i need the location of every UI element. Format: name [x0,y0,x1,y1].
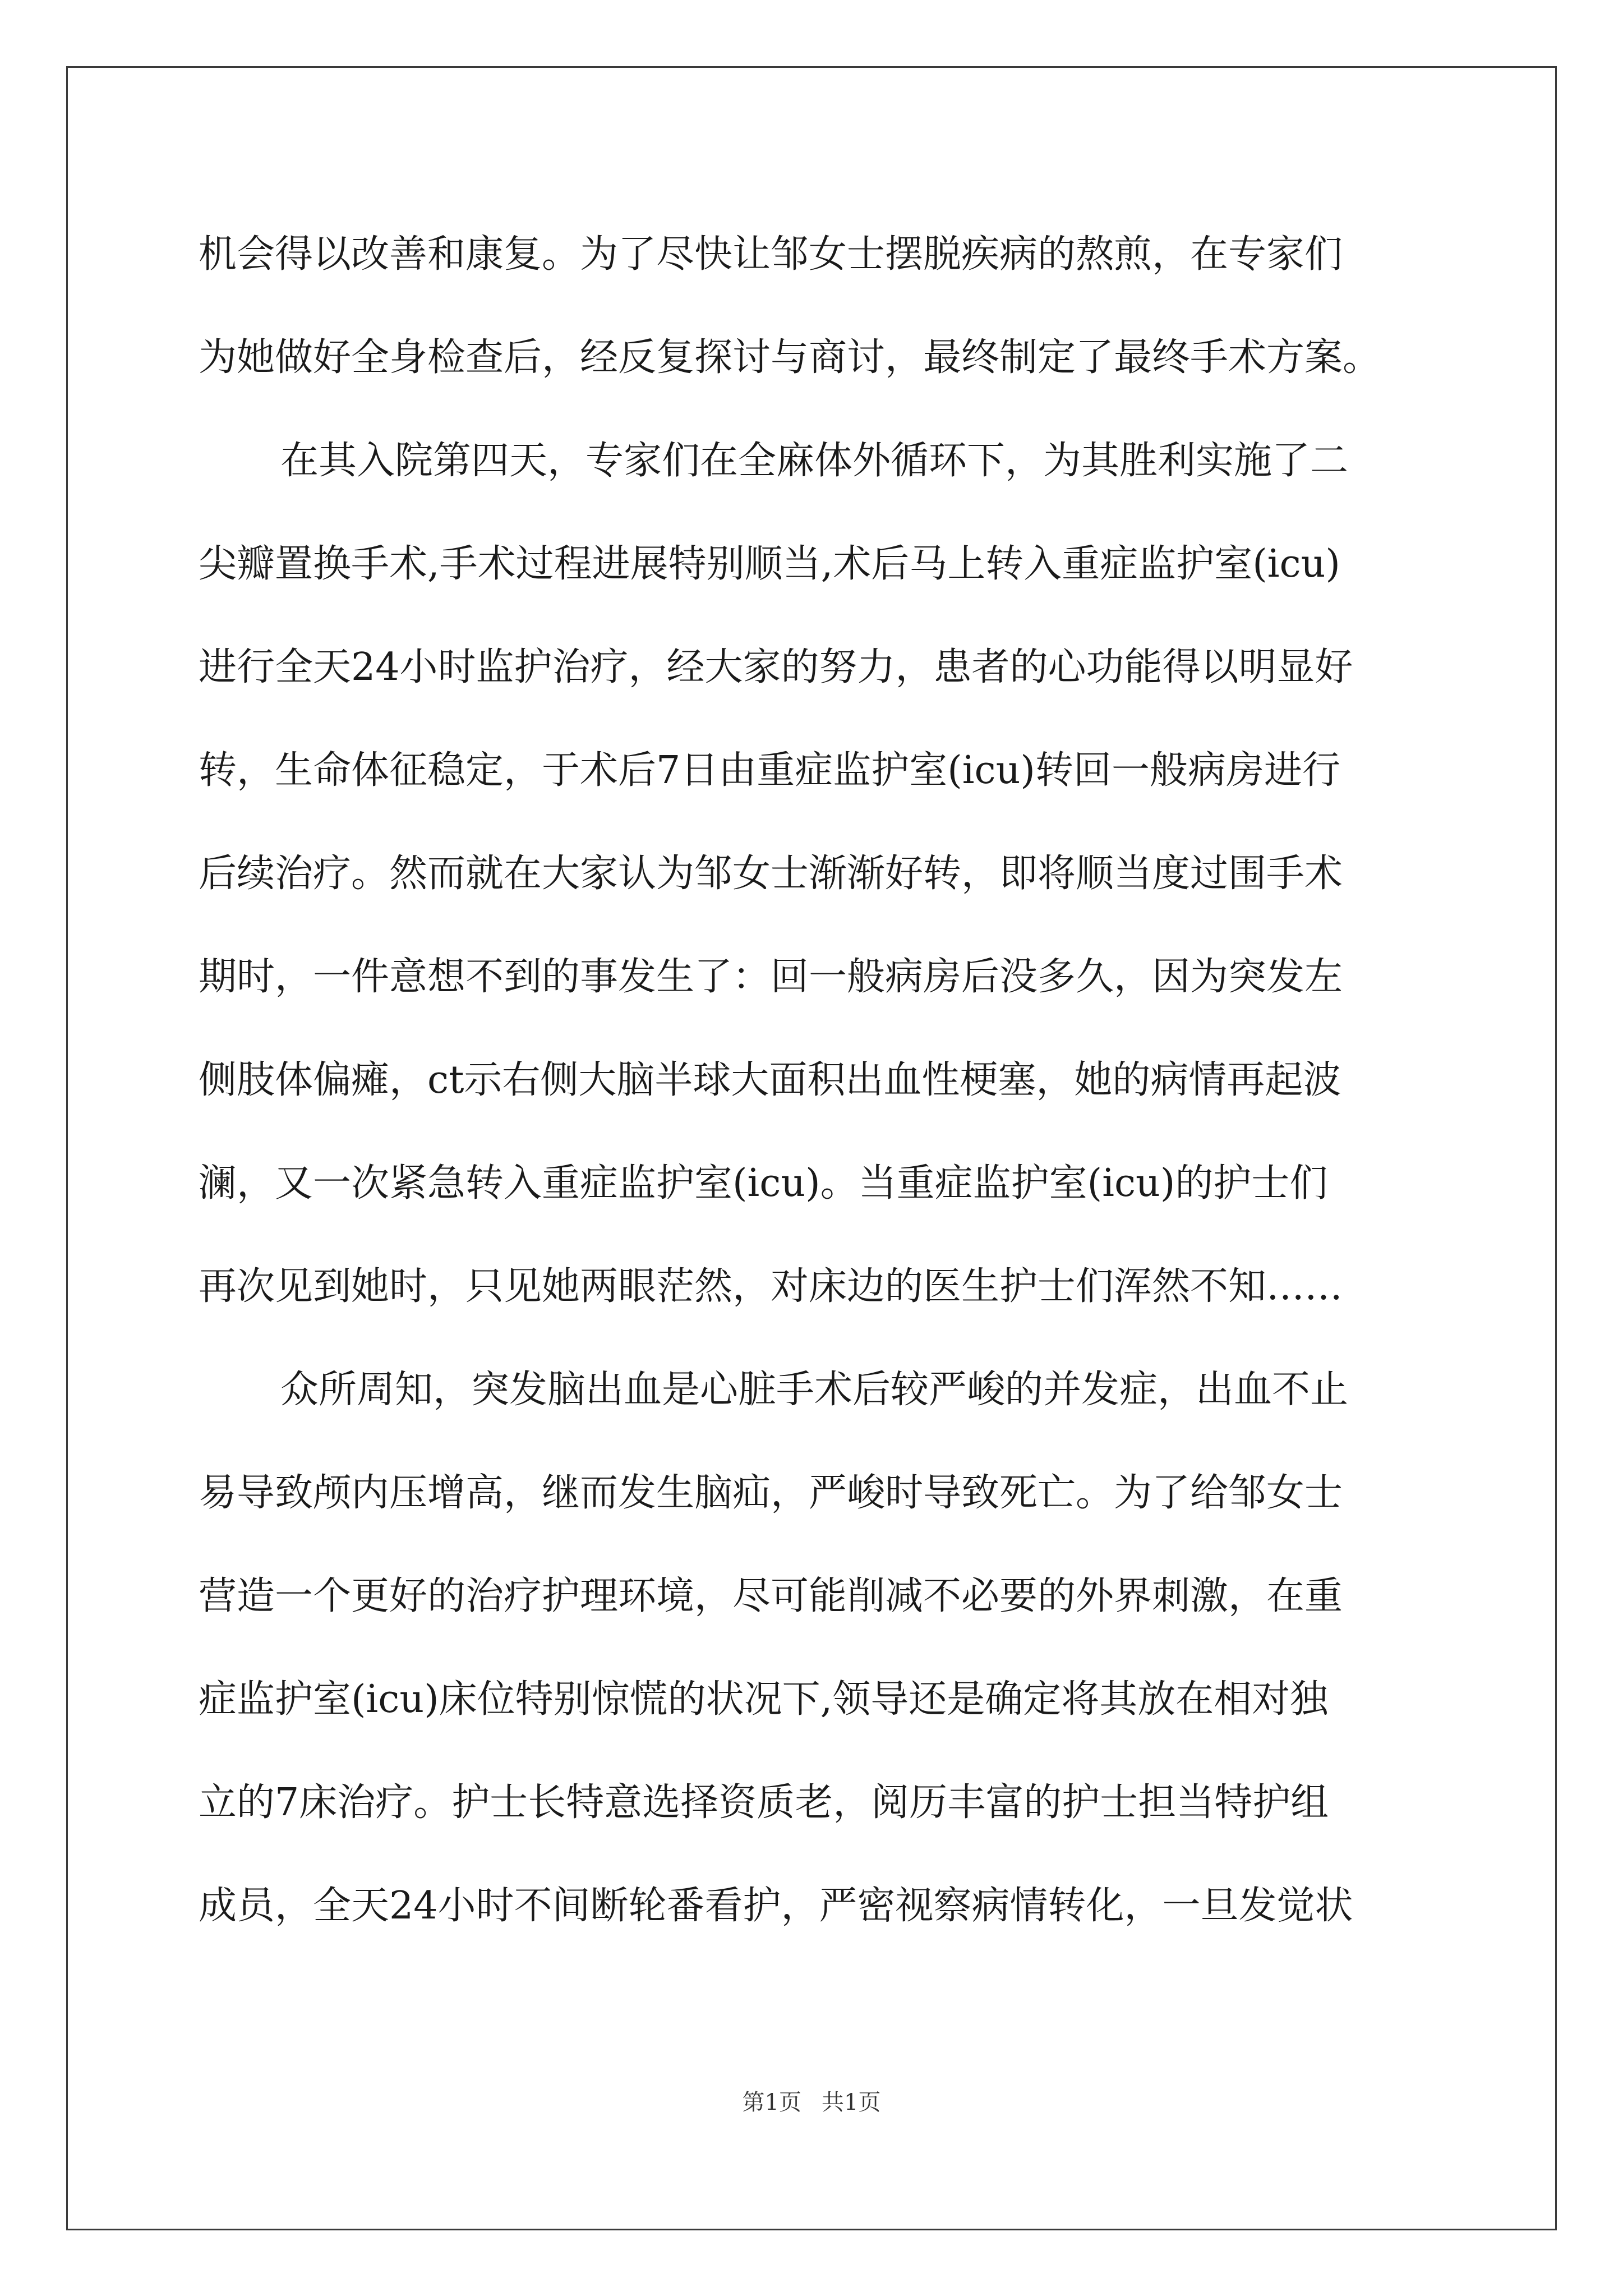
text-line: 进行全天24小时监护治疗，经大家的努力，患者的心功能得以明显好 [199,645,1353,689]
paragraph-start-line: 众所周知，突发脑出血是心脏手术后较严峻的并发症，出血不止 [280,1368,1349,1412]
text-line: 后续治疗。然而就在大家认为邹女士渐渐好转，即将顺当度过围手术 [199,852,1343,896]
page-footer [0,2085,1623,2116]
page-total: 共1页 [822,2090,881,2115]
text-line: 期时，一件意想不到的事发生了：回一般病房后没多久，因为突发左 [199,955,1343,999]
text-line: 再次见到她时，只见她两眼茫然，对床边的医生护士们浑然不知…… [199,1264,1343,1309]
text-line: 立的7床治疗。护士长特意选择资质老，阅历丰富的护士担当特护组 [199,1780,1329,1825]
page-number: 第1页 [742,2090,801,2115]
text-line: 侧肢体偏瘫，ct示右侧大脑半球大面积出血性梗塞，她的病情再起波 [199,1058,1341,1102]
paragraph-start-line: 在其入院第四天，专家们在全麻体外循环下，为其胜利实施了二 [280,439,1349,483]
text-line: 症监护室(icu)床位特别惊慌的状况下,领导还是确定将其放在相对独 [199,1677,1329,1722]
text-line: 转，生命体征稳定，于术后7日由重症监护室(icu)转回一般病房进行 [199,748,1340,793]
text-line: 澜，又一次紧急转入重症监护室(icu)。当重症监护室(icu)的护士们 [199,1161,1328,1205]
text-line: 营造一个更好的治疗护理环境，尽可能削减不必要的外界刺激，在重 [199,1574,1343,1618]
text-line: 成员，全天24小时不间断轮番看护，严密视察病情转化，一旦发觉状 [199,1884,1353,1928]
text-line: 机会得以改善和康复。为了尽快让邹女士摆脱疾病的熬煎，在专家们 [199,232,1343,277]
text-line: 尖瓣置换手术,手术过程进展特别顺当,术后马上转入重症监护室(icu) [199,542,1340,586]
text-line: 易导致颅内压增高，继而发生脑疝，严峻时导致死亡。为了给邹女士 [199,1471,1343,1515]
document-body [199,203,1432,1958]
text-line: 为她做好全身检查后，经反复探讨与商讨，最终制定了最终手术方案。 [199,335,1381,380]
